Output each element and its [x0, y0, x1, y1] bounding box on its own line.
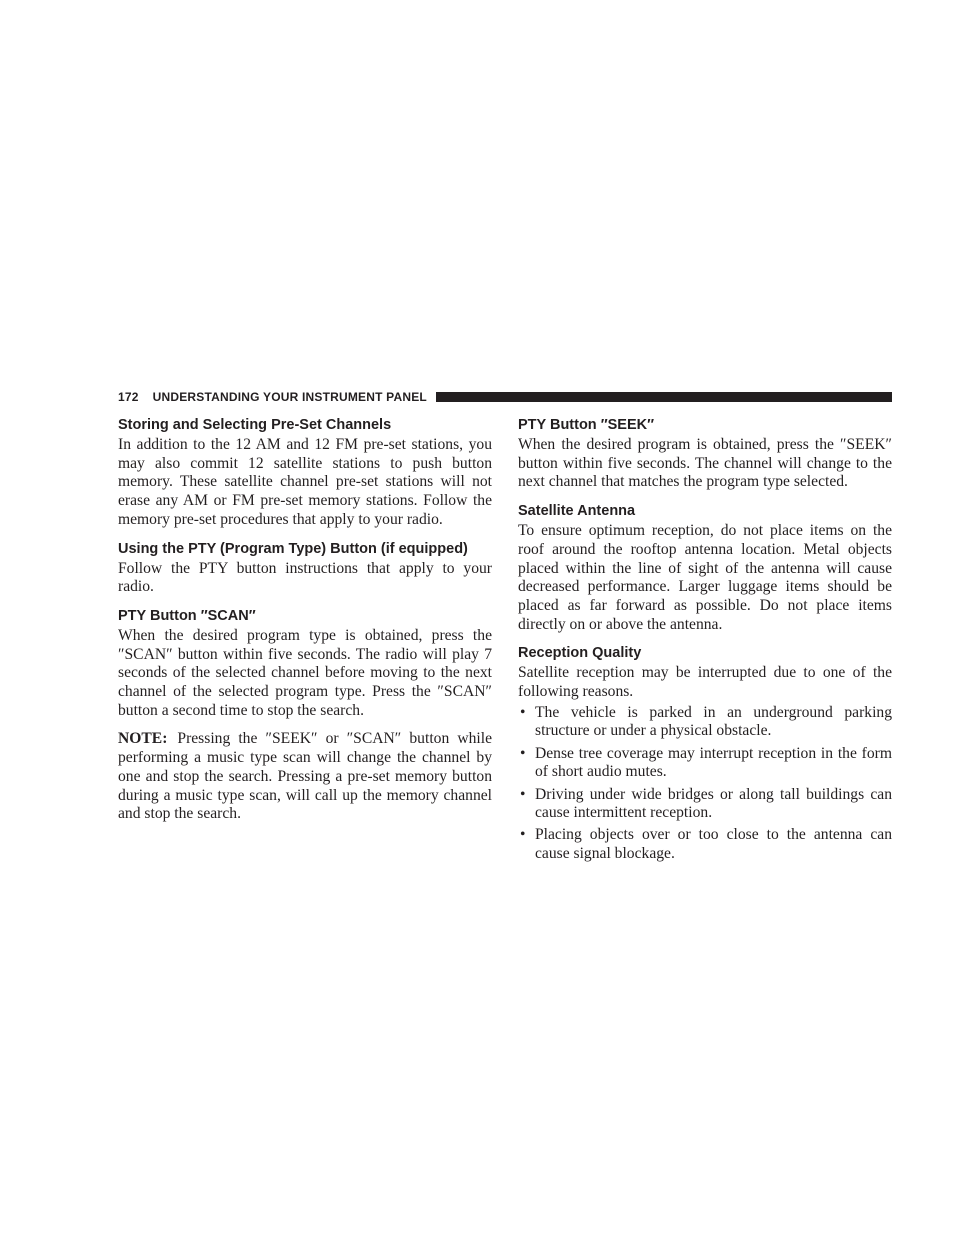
storing-section	[118, 416, 492, 530]
bullet-text: Dense tree coverage may interrupt reception in the form of short audio mutes.	[535, 744, 892, 781]
list-item	[518, 704, 892, 741]
bullet-text: Driving under wide bridges or along tall buildings can cause intermittent reception.	[535, 785, 892, 822]
list-item	[518, 826, 892, 863]
header-rule	[436, 392, 892, 402]
left-column	[118, 416, 492, 834]
right-column	[518, 416, 892, 867]
storing-body: In addition to the 12 AM and 12 FM pre-set stations, you may also commit 12 satellite stations to push button memory. These satellite channel pre-set stations will not erase any AM or FM pre-set memory stations. Follow the memory pre-set procedures that apply to your radio.	[118, 436, 492, 528]
antenna-heading: Satellite Antenna	[518, 503, 636, 520]
note-text: Pressing the ″SEEK″ or ″SCAN″ button while performing a music type scan will change the channel by one and stop the search. Pressing a pre-set memory button during a music type scan, will call up the memory channel and stop the search.	[118, 730, 492, 823]
list-item	[518, 786, 892, 823]
storing-heading: Storing and Selecting Pre-Set Channels	[118, 417, 392, 433]
page-number: 172	[118, 390, 139, 404]
list-item	[518, 745, 892, 782]
reception-section	[518, 644, 892, 864]
antenna-section	[518, 502, 892, 634]
bullet-icon: •	[520, 703, 526, 721]
bullet-text: Placing objects over or too close to the antenna can cause signal blockage.	[535, 826, 892, 863]
scan-section	[118, 607, 492, 721]
bullet-text: The vehicle is parked in an underground parking structure or under a physical obstacle.	[535, 703, 892, 740]
seek-heading: PTY Button ″SEEK″	[518, 417, 655, 433]
reception-bullet-list	[518, 704, 892, 864]
reception-body: Satellite reception may be interrupted due to one of the following reasons.	[518, 664, 892, 701]
note-label: NOTE:	[118, 730, 168, 748]
note-paragraph	[118, 730, 492, 824]
seek-body: When the desired program is obtained, press the ″SEEK″ button within five seconds. The channel will change to the next channel that matches the program type selected.	[518, 436, 892, 491]
bullet-icon: •	[520, 826, 526, 844]
pty-section	[118, 540, 492, 597]
scan-body: When the desired program type is obtained, press the ″SCAN″ button within five seconds. The radio will play 7 seconds of the selected channel before moving to the next channel of the selected program type. Press the ″SCAN″ button a second time to stop the search.	[118, 626, 492, 719]
bullet-icon: •	[520, 785, 526, 803]
page-header	[118, 389, 892, 405]
reception-heading: Reception Quality	[518, 645, 642, 662]
bullet-icon: •	[520, 744, 526, 762]
pty-heading: Using the PTY (Program Type) Button (if equipped)	[118, 540, 468, 557]
section-title: UNDERSTANDING YOUR INSTRUMENT PANEL	[152, 390, 427, 404]
scan-heading: PTY Button ″SCAN″	[118, 607, 256, 624]
pty-body: Follow the PTY button instructions that apply to your radio.	[118, 559, 492, 596]
seek-section	[518, 416, 892, 492]
antenna-body: To ensure optimum reception, do not place items on the roof around the rooftop antenna location. Metal objects placed within the line of sight of the antenna will cause decreased performance. Larger luggage items should be placed as far forward as possible. Do not place items directly on or above the antenna.	[518, 522, 892, 633]
